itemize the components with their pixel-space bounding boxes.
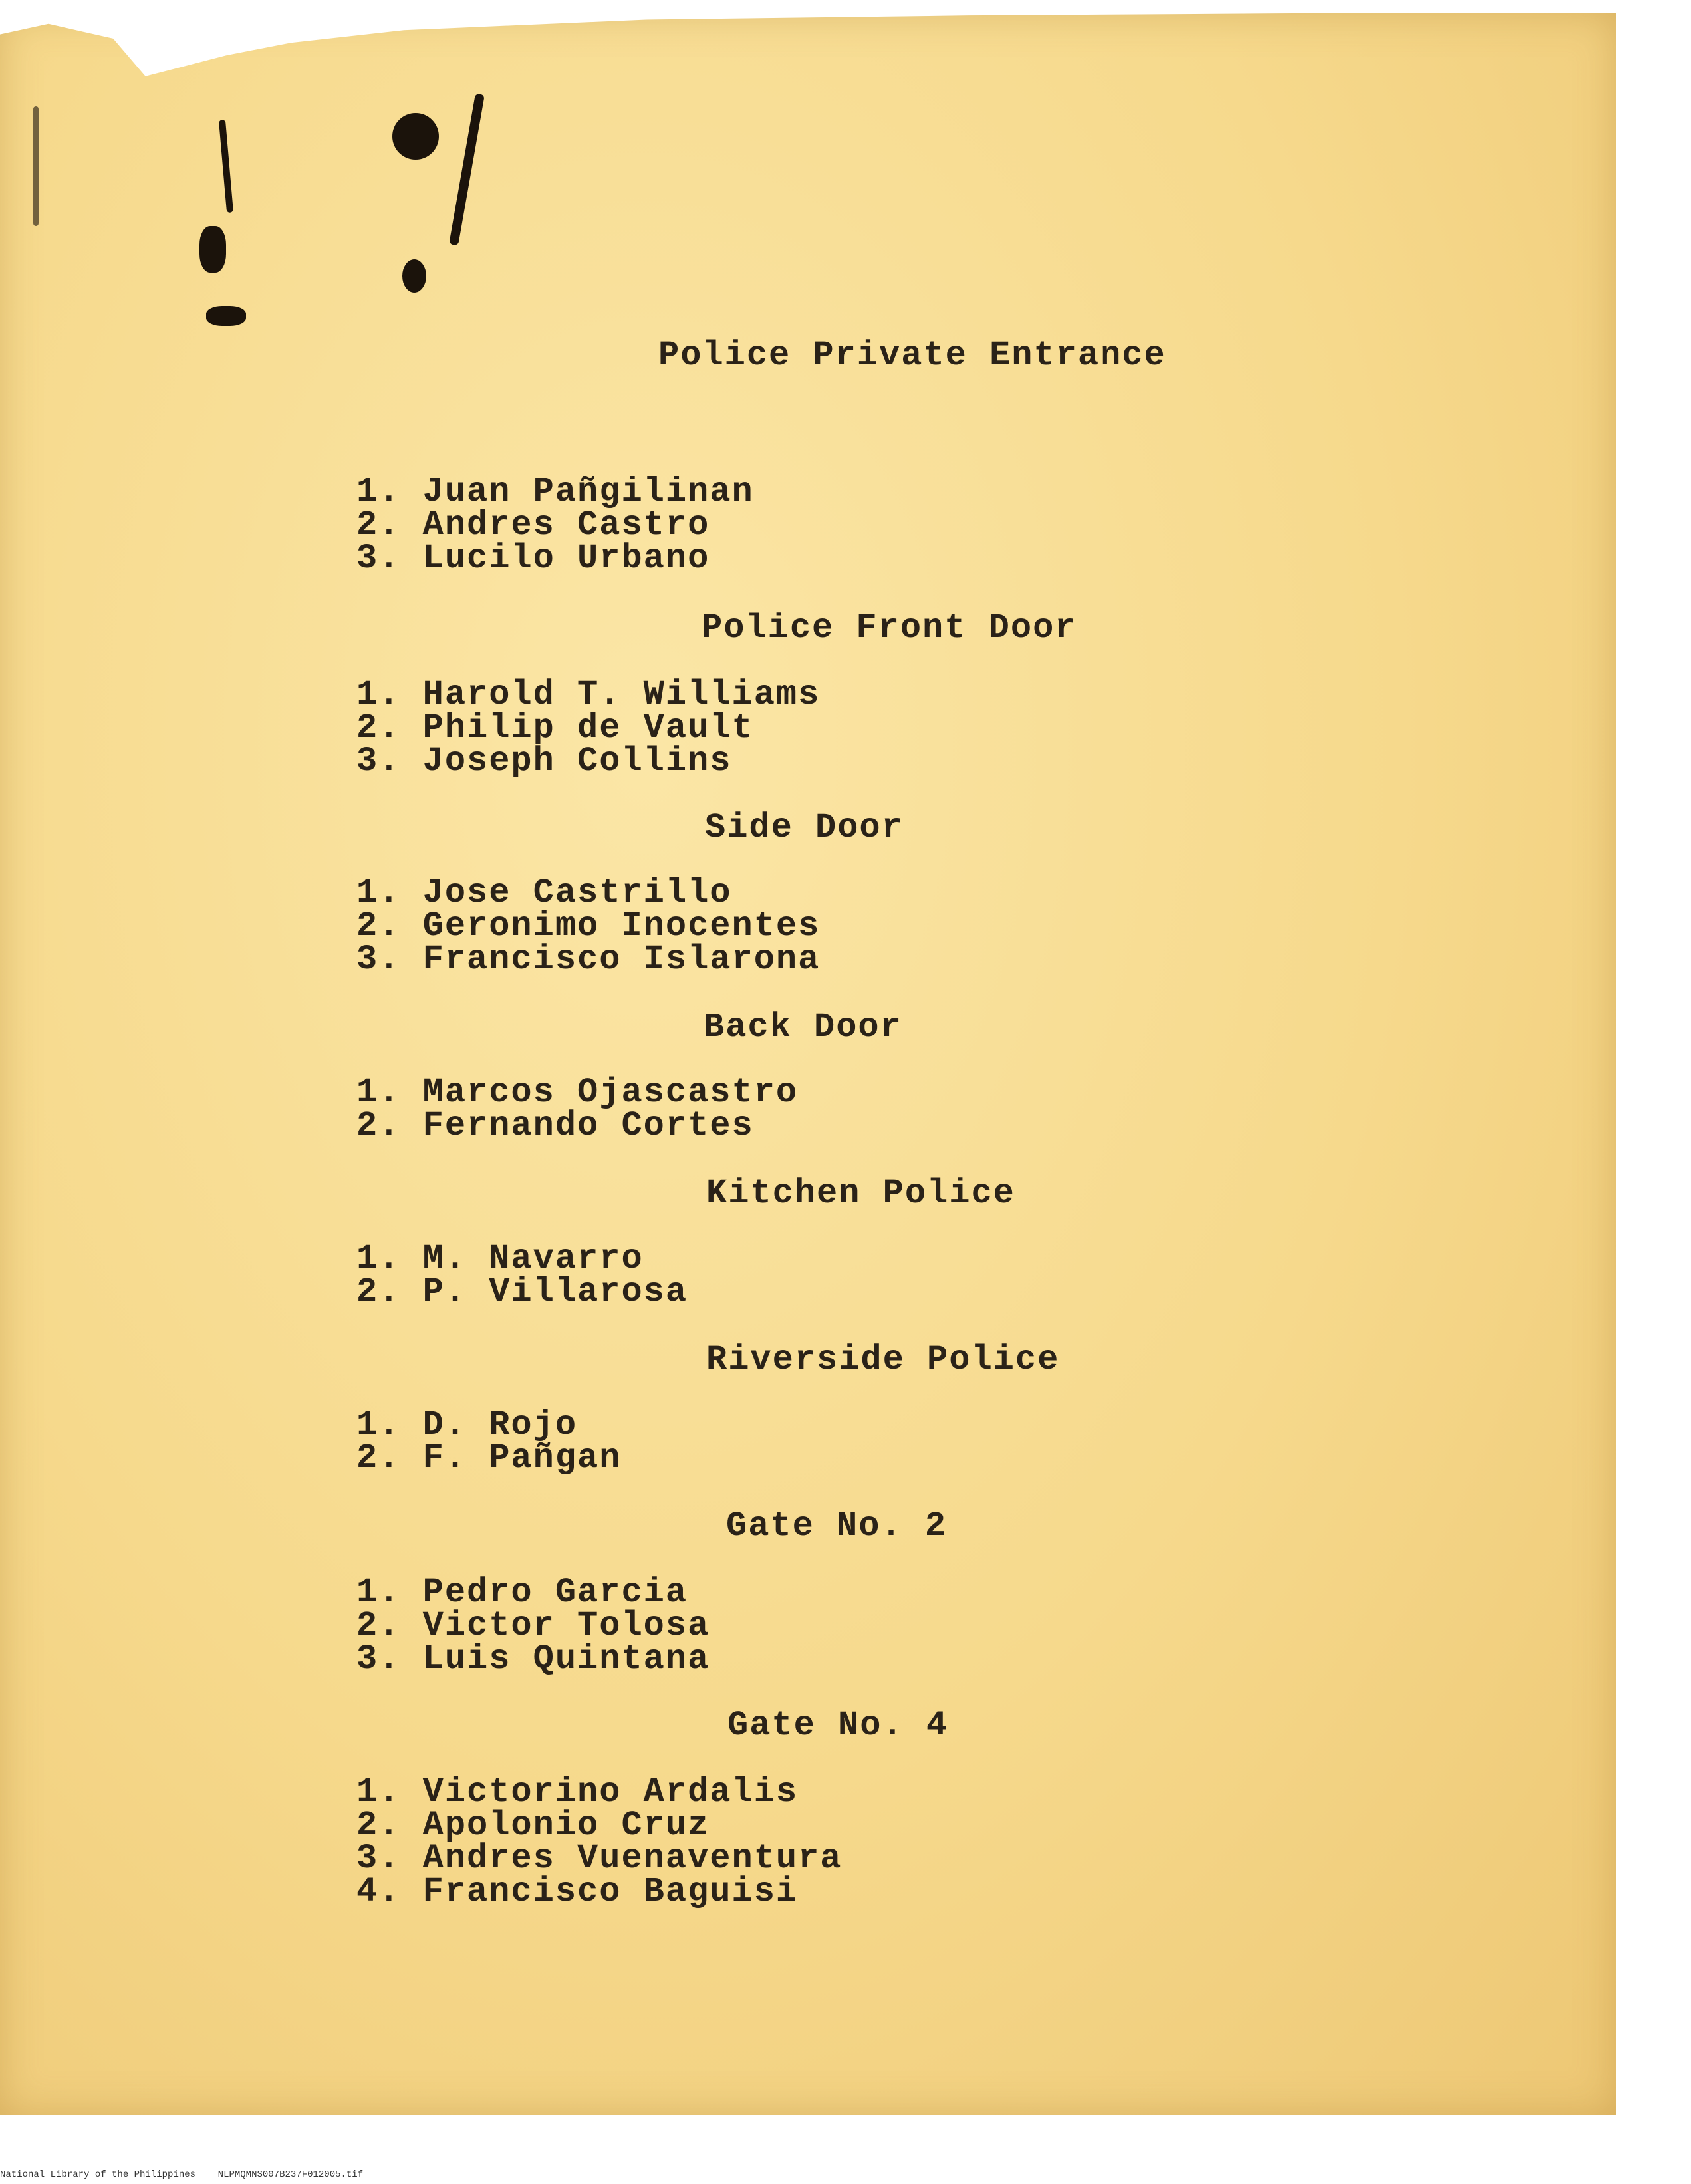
list-item: 2. Fernando Cortes <box>356 1106 754 1145</box>
list-item: 3. Francisco Islarona <box>356 940 821 979</box>
list-item: 1. Pedro Garcia <box>356 1573 688 1612</box>
ink-blot <box>199 226 226 273</box>
section-heading: Police Private Entrance <box>658 336 1166 375</box>
section-heading: Gate No. 4 <box>727 1706 949 1745</box>
list-item: 1. Juan Pañgilinan <box>356 472 754 511</box>
list-item: 1. Jose Castrillo <box>356 873 732 912</box>
library-label: National Library of the Philippines <box>0 2169 196 2180</box>
name-list <box>356 1239 688 1311</box>
section-heading: Side Door <box>705 808 904 847</box>
list-item: 1. Victorino Ardalis <box>356 1772 799 1812</box>
scan-footer <box>0 2169 363 2180</box>
list-item: 1. Harold T. Williams <box>356 675 821 714</box>
name-list <box>356 472 754 578</box>
list-item: 3. Andres Vuenaventura <box>356 1839 843 1878</box>
ink-blot <box>33 106 39 226</box>
ink-blot <box>402 259 426 293</box>
name-list <box>356 873 821 979</box>
name-list <box>356 1573 710 1679</box>
list-item: 2. F. Pañgan <box>356 1438 622 1478</box>
name-list <box>356 1405 622 1478</box>
list-item: 3. Joseph Collins <box>356 742 732 781</box>
section-heading: Kitchen Police <box>706 1174 1015 1213</box>
list-item: 1. D. Rojo <box>356 1405 578 1444</box>
list-item: 2. Apolonio Cruz <box>356 1806 710 1845</box>
name-list <box>356 1772 843 1911</box>
name-list <box>356 675 821 781</box>
list-item: 2. Geronimo Inocentes <box>356 906 821 946</box>
name-list <box>356 1073 799 1145</box>
file-label: NLPMQMNS007B237F012005.tif <box>217 2169 364 2180</box>
list-item: 4. Francisco Baguisi <box>356 1872 799 1911</box>
list-item: 2. Andres Castro <box>356 505 710 545</box>
list-item: 2. Victor Tolosa <box>356 1606 710 1645</box>
list-item: 1. M. Navarro <box>356 1239 644 1278</box>
ink-blot <box>392 113 439 160</box>
list-item: 3. Luis Quintana <box>356 1639 710 1679</box>
list-item: 2. P. Villarosa <box>356 1272 688 1311</box>
list-item: 2. Philip de Vault <box>356 708 754 748</box>
ink-blot <box>206 306 246 326</box>
list-item: 3. Lucilo Urbano <box>356 539 710 578</box>
list-item: 1. Marcos Ojascastro <box>356 1073 799 1112</box>
section-heading: Gate No. 2 <box>726 1506 948 1546</box>
section-heading: Back Door <box>704 1008 902 1047</box>
section-heading: Police Front Door <box>702 609 1077 648</box>
section-heading: Riverside Police <box>706 1340 1060 1379</box>
